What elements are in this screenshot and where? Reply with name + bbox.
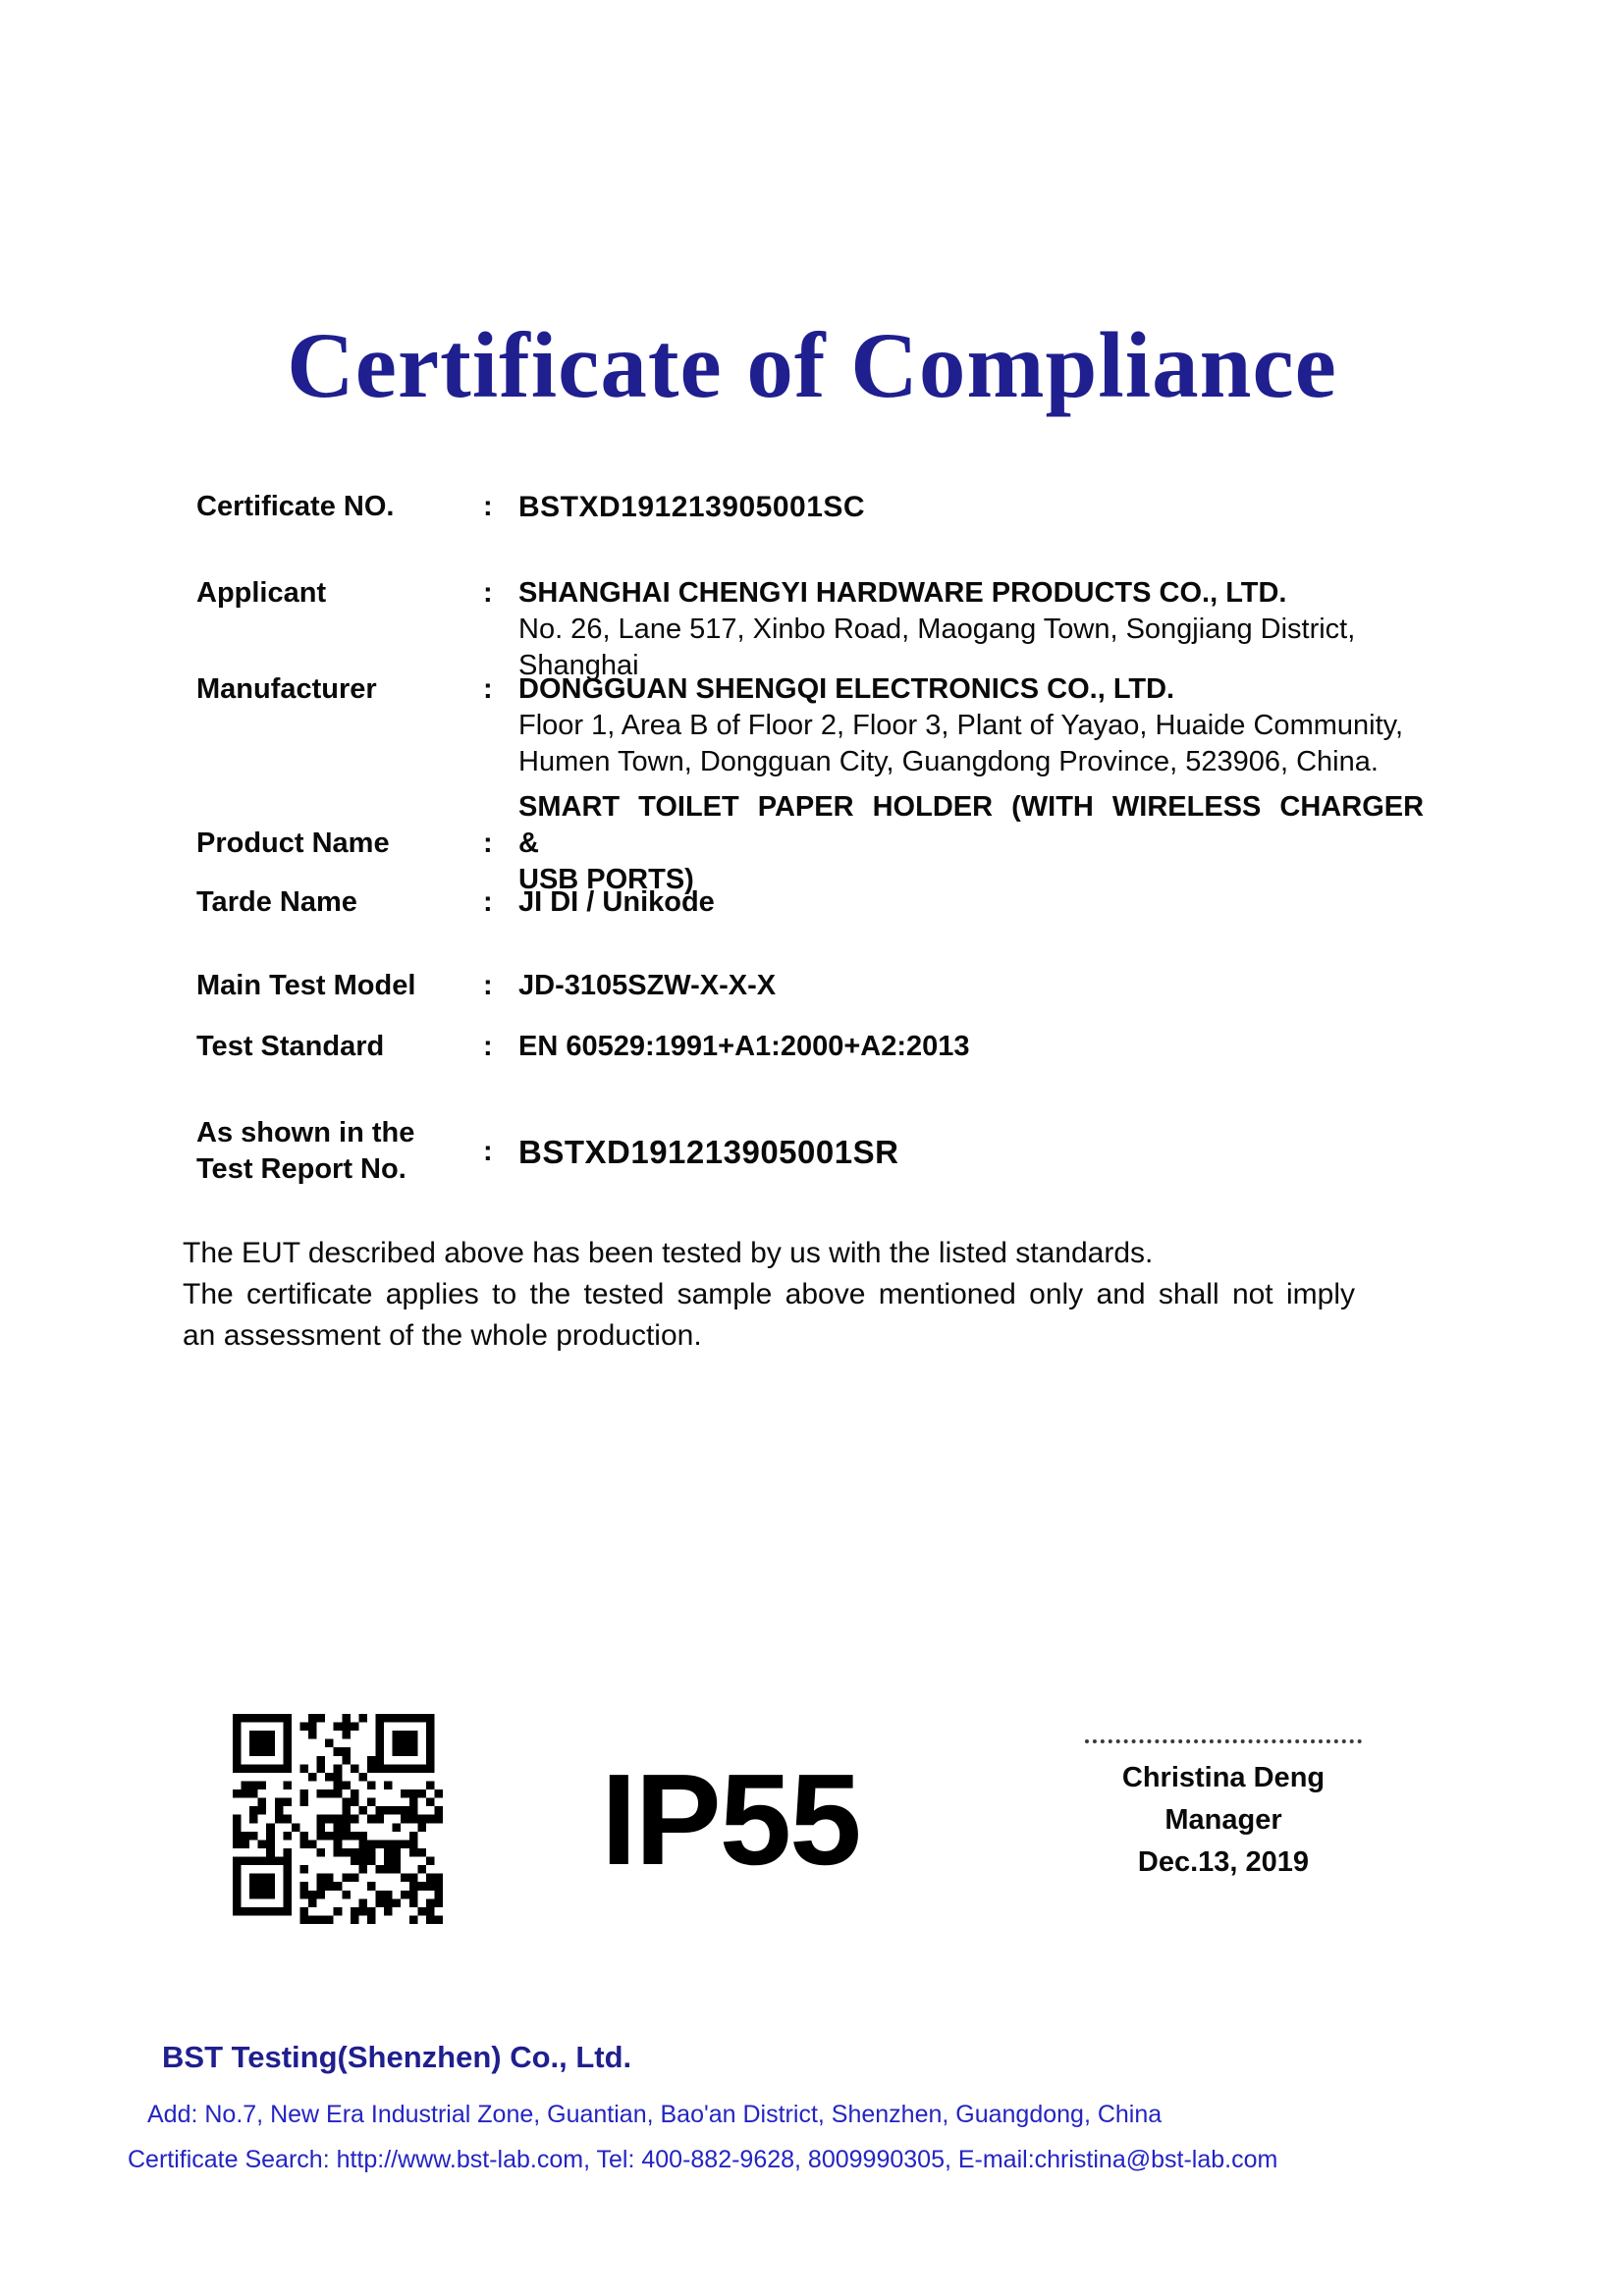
field-trade-name xyxy=(196,884,1448,921)
manufacturer-address-line: Humen Town, Dongguan City, Guangdong Province, 523906, China. xyxy=(518,746,1379,777)
field-value xyxy=(518,489,1448,525)
field-value xyxy=(518,671,1448,780)
model-value: JD-3105SZW-X-X-X xyxy=(518,970,777,1001)
signature-block xyxy=(1080,1739,1367,1884)
statement-line: The certificate applies to the tested sample above mentioned only and shall not imply xyxy=(183,1278,1355,1310)
footer-company-name: BST Testing(Shenzhen) Co., Ltd. xyxy=(162,2040,632,2074)
signature-date: Dec.13, 2019 xyxy=(1137,1846,1310,1878)
compliance-statement xyxy=(183,1233,1451,1357)
field-label: Tarde Name xyxy=(196,886,357,918)
signature-dotted-line xyxy=(1085,1739,1362,1743)
field-manufacturer xyxy=(196,671,1448,780)
product-name-line: USB PORTS) xyxy=(518,864,694,895)
field-separator: : xyxy=(483,828,493,859)
signer-role: Manager xyxy=(1164,1804,1282,1836)
field-label: Applicant xyxy=(196,577,327,609)
certificate-title: Certificate of Compliance xyxy=(287,313,1337,417)
field-separator: : xyxy=(483,673,493,705)
field-separator: : xyxy=(483,970,493,1001)
field-label-line: Test Report No. xyxy=(196,1153,406,1185)
footer-address: Add: No.7, New Era Industrial Zone, Guantian, Bao'an District, Shenzhen, Guangdong, China xyxy=(147,2101,1163,2128)
applicant-address-line: Shanghai xyxy=(518,650,639,681)
field-applicant xyxy=(196,575,1448,684)
field-separator: : xyxy=(483,1135,493,1167)
field-value xyxy=(518,1029,1448,1065)
footer-contact: Certificate Search: http://www.bst-lab.com, Tel: 400-882-9628, 8009990305, E-mail:christina@bst-lab.com xyxy=(128,2146,1278,2173)
field-label-line: As shown in the xyxy=(196,1117,415,1148)
field-separator: : xyxy=(483,491,493,522)
field-label: Certificate NO. xyxy=(196,491,395,522)
product-name-line: SMART TOILET PAPER HOLDER (WITH WIRELESS CHARGER & xyxy=(518,791,1425,859)
statement-line: an assessment of the whole production. xyxy=(183,1319,702,1352)
field-label: Product Name xyxy=(196,828,390,859)
field-test-report-no xyxy=(196,1115,1448,1188)
applicant-address-line: No. 26, Lane 517, Xinbo Road, Maogang Town, Songjiang District, xyxy=(518,614,1356,645)
field-label xyxy=(196,1115,483,1188)
trade-name-value: JI DI / Unikode xyxy=(518,886,715,918)
certificate-number: BSTXD191213905001SC xyxy=(518,491,866,523)
field-label: Test Standard xyxy=(196,1031,385,1062)
applicant-name: SHANGHAI CHENGYI HARDWARE PRODUCTS CO., LTD. xyxy=(518,577,1287,609)
qr-code-icon xyxy=(233,1714,443,1924)
statement-line: The EUT described above has been tested by us with the listed standards. xyxy=(183,1237,1154,1269)
field-test-standard xyxy=(196,1029,1448,1065)
field-value xyxy=(518,884,1448,921)
qr-code-icon xyxy=(233,1714,443,1924)
field-main-test-model xyxy=(196,968,1448,1004)
field-certificate-no xyxy=(196,489,1448,525)
signer-name: Christina Deng xyxy=(1121,1762,1326,1793)
manufacturer-name: DONGGUAN SHENGQI ELECTRONICS CO., LTD. xyxy=(518,673,1175,705)
field-product-name xyxy=(196,789,1448,898)
standard-value: EN 60529:1991+A1:2000+A2:2013 xyxy=(518,1031,970,1062)
field-value xyxy=(518,789,1448,898)
field-label: Main Test Model xyxy=(196,970,416,1001)
field-value xyxy=(518,575,1448,684)
field-label: Manufacturer xyxy=(196,673,377,705)
field-value xyxy=(518,968,1448,1004)
field-separator: : xyxy=(483,886,493,918)
field-separator: : xyxy=(483,577,493,609)
field-separator: : xyxy=(483,1031,493,1062)
ip-rating: IP55 xyxy=(601,1747,860,1892)
field-value xyxy=(518,1134,1448,1170)
manufacturer-address-line: Floor 1, Area B of Floor 2, Floor 3, Plant of Yayao, Huaide Community, xyxy=(518,710,1404,741)
report-number: BSTXD191213905001SR xyxy=(518,1133,899,1170)
